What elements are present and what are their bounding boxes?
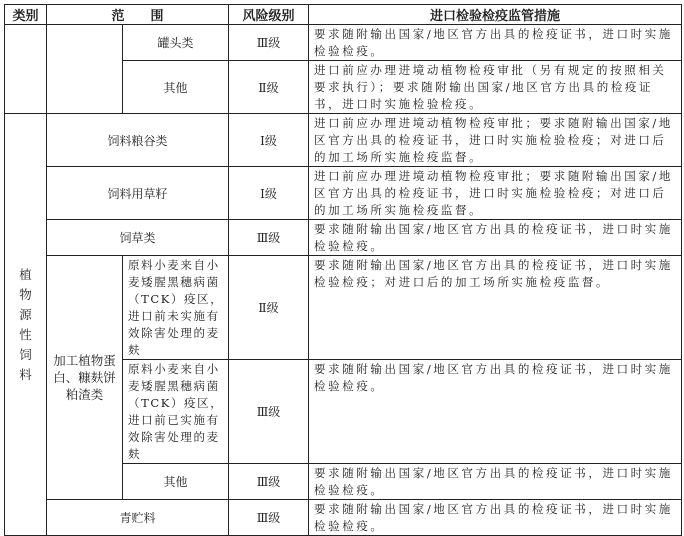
scope-cell: 罐头类 (123, 25, 229, 61)
risk-cell: Ⅱ级 (229, 256, 309, 360)
table-row (5, 256, 682, 360)
quarantine-table (4, 4, 682, 536)
measures-cell: 进口前应办理进境动植物检疫审批；要求随附输出国家/地区官方出具的检疫证书，进口时实施检验检疫；对进口后的加工场所实施检疫监督。 (309, 114, 682, 167)
table-row (5, 114, 682, 167)
measures-cell: 要求随附输出国家/地区官方出具的检疫证书，进口时实施检验检疫。 (309, 464, 682, 500)
risk-cell: Ⅰ级 (229, 114, 309, 167)
group-label: 加工植物蛋白、糠麸饼粕渣类 (53, 353, 116, 402)
header-row (5, 5, 682, 25)
category-cell (5, 114, 47, 536)
group-cell-empty (47, 25, 123, 114)
scope-cell: 原料小麦来自小麦矮腥黑穗病菌（TCK）疫区，进口前未实施有效除害处理的麦麸 (123, 256, 229, 360)
scope-cell: 青贮料 (47, 500, 229, 536)
header-scope: 范 围 (47, 5, 229, 25)
table-row (5, 220, 682, 256)
measures-cell: 要求随附输出国家/地区官方出具的检疫证书，进口时实施检验检疫。 (309, 25, 682, 61)
risk-cell: Ⅱ级 (229, 61, 309, 114)
table-row (5, 167, 682, 220)
category-cell-empty (5, 25, 47, 114)
table-row (5, 500, 682, 536)
measures-cell: 进口前应办理进境动植物检疫审批（另有规定的按照相关要求执行）；要求随附输出国家/地区官方出具的检疫证书，进口时实施检验检疫。 (309, 61, 682, 114)
measures-cell: 要求随附输出国家/地区官方出具的检疫证书，进口时实施检验检疫。 (309, 500, 682, 536)
risk-cell: Ⅲ级 (229, 500, 309, 536)
scope-cell: 饲料用草籽 (47, 167, 229, 220)
risk-cell: Ⅲ级 (229, 220, 309, 256)
measures-cell: 要求随附输出国家/地区官方出具的检疫证书，进口时实施检验检疫；对进口后的加工场所实施检疫监督。 (309, 256, 682, 360)
scope-cell: 原料小麦来自小麦矮腥黑穗病菌（TCK）疫区，进口前已实施有效除害处理的麦麸 (123, 360, 229, 464)
table-row (5, 25, 682, 61)
scope-cell: 饲料粮谷类 (47, 114, 229, 167)
risk-cell: Ⅲ级 (229, 464, 309, 500)
scope-cell: 其他 (123, 464, 229, 500)
measures-cell: 要求随附输出国家/地区官方出具的检疫证书，进口时实施检验检疫。 (309, 220, 682, 256)
header-risk: 风险级别 (229, 5, 309, 25)
risk-cell: Ⅲ级 (229, 360, 309, 464)
category-label: 植物源性饲料 (19, 266, 32, 382)
measures-cell: 进口前应办理进境动植物检疫审批；要求随附输出国家/地区官方出具的检疫证书，进口时实施检验检疫；对进口后的加工场所实施检疫监督。 (309, 167, 682, 220)
risk-cell: Ⅰ级 (229, 167, 309, 220)
header-category: 类别 (5, 5, 47, 25)
header-measures: 进口检验检疫监管措施 (309, 5, 682, 25)
scope-cell: 饲草类 (47, 220, 229, 256)
group-cell (47, 256, 123, 500)
risk-cell: Ⅲ级 (229, 25, 309, 61)
measures-cell: 要求随附输出国家/地区官方出具的检疫证书，进口时实施检验检疫。 (309, 360, 682, 464)
scope-cell: 其他 (123, 61, 229, 114)
